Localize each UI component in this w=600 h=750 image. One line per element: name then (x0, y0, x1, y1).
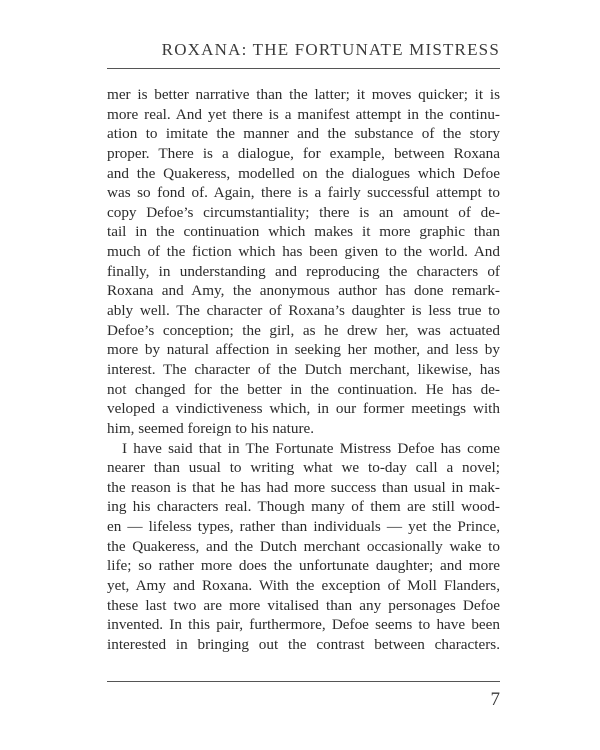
text-line: tail in the continuation which makes it more graphic than (107, 223, 500, 241)
text-line: finally, in understanding and reproducing the characters of (107, 262, 500, 280)
body-text (107, 85, 500, 655)
text-line: proper. There is a dialogue, for example, between Roxana (107, 144, 500, 162)
text-line: Roxana and Amy, the anonymous author has done remark- (107, 282, 500, 300)
text-line: veloped a vindictiveness which, in our former meetings with (107, 400, 500, 418)
text-line: interest. The character of the Dutch merchant, likewise, has (107, 360, 500, 378)
text-line: interested in bringing out the contrast between characters. (107, 635, 500, 653)
text-line: more real. And yet there is a manifest attempt in the continu- (107, 105, 500, 123)
text-line: life; so rather more does the unfortunate daughter; and more (107, 557, 500, 575)
text-line: invented. In this pair, furthermore, Defoe seems to have been (107, 616, 500, 634)
text-line: the reason is that he has had more success than usual in mak- (107, 478, 500, 496)
text-line: the Quakeress, and the Dutch merchant occasionally wake to (107, 537, 500, 555)
text-line: not changed for the better in the continuation. He has de- (107, 380, 500, 398)
text-line: ation to imitate the manner and the substance of the story (107, 125, 500, 143)
text-line: more by natural affection in seeking her mother, and less by (107, 341, 500, 359)
text-line: copy Defoe’s circumstantiality; there is an amount of de- (107, 203, 500, 221)
text-line: Defoe’s conception; the girl, as he drew her, was actuated (107, 321, 500, 339)
text-line: was so fond of. Again, there is a fairly successful attempt to (107, 184, 500, 202)
text-line: ably well. The character of Roxana’s daughter is less true to (107, 302, 500, 320)
running-head: ROXANA: THE FORTUNATE MISTRESS (161, 40, 500, 59)
text-line: nearer than usual to writing what we to-day call a novel; (107, 459, 500, 477)
text-line: mer is better narrative than the latter; it moves quicker; it is (107, 86, 500, 103)
text-line: yet, Amy and Roxana. With the exception of Moll Flanders, (107, 577, 500, 595)
text-line: I have said that in The Fortunate Mistress Defoe has come (122, 439, 500, 457)
footer-rule (107, 681, 500, 682)
page-number: 7 (490, 689, 500, 710)
text-line: much of the fiction which has been given to the world. And (107, 243, 500, 261)
text-line: en — lifeless types, rather than individuals — yet the Prince, (107, 518, 500, 536)
text-line: him, seemed foreign to his nature. (107, 419, 315, 437)
text-line: these last two are more vitalised than any personages Defoe (107, 596, 500, 614)
text-line: ing his characters real. Though many of them are still wood- (107, 498, 500, 516)
header-rule (107, 68, 500, 69)
text-line: and the Quakeress, modelled on the dialogues which Defoe (107, 164, 500, 182)
